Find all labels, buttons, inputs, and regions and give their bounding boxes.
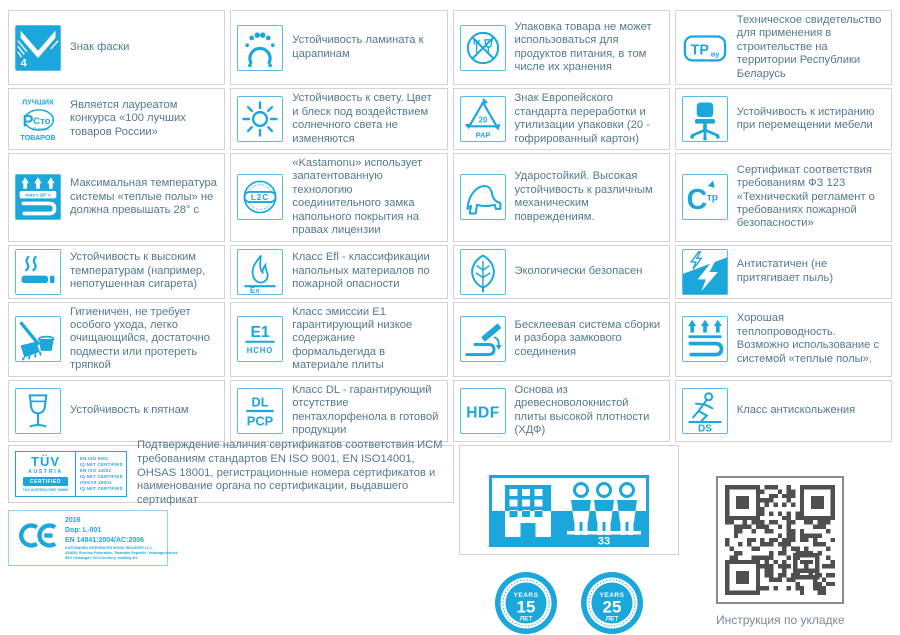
tuv-standard-line: IQ NET CERTIFIED xyxy=(80,486,123,491)
cert-cell-text: Упаковка товара не может использоваться для продуктов питания, в том числе их хранения xyxy=(514,20,652,74)
usage-class-column xyxy=(459,445,679,635)
warranty-badge-15 xyxy=(494,571,558,635)
ce-company-lines xyxy=(65,546,178,561)
cert-cell-text: Устойчивость к высоким температурам (например, непотушенная сигарета) xyxy=(70,251,206,291)
cert-cell-text: Хорошая теплопроводность. Возможно использование с системой «теплые полы». xyxy=(736,312,880,365)
svg-text:YEARS: YEARS xyxy=(513,591,539,599)
svg-text:4: 4 xyxy=(20,56,27,69)
tuv-standards-list xyxy=(76,452,126,496)
svg-text:L2C: L2C xyxy=(251,193,270,203)
cert-cell-text: Техническое свидетельство для применения в строительстве на территории Республики Беларусь xyxy=(736,14,882,80)
tuv-standard-line: EN ISO 9001 xyxy=(80,456,109,461)
cert-cell-text: Является лауреатом конкурса «100 лучших товаров России» xyxy=(70,98,186,138)
cert-cell-text: Класс Efl - классификации напольных материалов по пожарной опасности xyxy=(292,251,430,291)
ds-slip-icon xyxy=(682,388,728,434)
svg-text:Сто: Сто xyxy=(33,115,51,127)
svg-text:тр: тр xyxy=(706,192,718,204)
warranty-badges xyxy=(494,571,644,635)
tuv-standard-line: IQ NET CERTIFIED xyxy=(80,474,123,479)
cert-cell xyxy=(675,153,892,242)
warm-floor-max-icon xyxy=(15,174,61,220)
cert-cell xyxy=(8,302,225,377)
svg-text:ТР: ТР xyxy=(690,42,709,59)
chair-icon xyxy=(682,96,728,142)
certificates-column xyxy=(8,439,454,635)
best-100-icon xyxy=(15,96,61,142)
cert-cell xyxy=(675,10,892,85)
no-food-icon xyxy=(460,25,506,71)
svg-text:ЛЕТ: ЛЕТ xyxy=(605,615,619,622)
cert-cell xyxy=(453,380,670,442)
cert-cell xyxy=(8,10,225,85)
tuv-standard-line: EN ISO 14001 xyxy=(80,468,112,473)
sun-icon xyxy=(237,96,283,142)
svg-text:DS: DS xyxy=(697,423,712,435)
cert-cell-text: Основа из древесноволокнистой плиты высокой плотности (ХДФ) xyxy=(514,383,650,437)
svg-text:15: 15 xyxy=(516,597,536,616)
svg-text:ЛЕТ: ЛЕТ xyxy=(519,615,533,622)
cert-cell-text: Экологически безопасен xyxy=(514,264,643,277)
cert-cell xyxy=(453,245,670,299)
svg-text:YEARS: YEARS xyxy=(599,591,625,599)
ce-year: 2016 xyxy=(65,516,81,524)
warranty-badge-25 xyxy=(580,571,644,635)
bottom-section xyxy=(8,439,892,635)
cert-cell-text: Ударостойкий. Высокая устойчивость к различным механическим повреждениям. xyxy=(514,170,653,223)
ce-company-line: SEZ «Alabuga», Sh-2 territory, building 5/1 xyxy=(65,555,138,560)
cert-cell-text: Класс антискольжения xyxy=(736,403,856,416)
ctp-icon xyxy=(682,174,728,220)
svg-text:fl: fl xyxy=(256,288,260,295)
cert-cell-text: «Kastamonu» использует запатентованную технологию соединительного замка напольного покрытия на правах лицензии xyxy=(292,156,423,237)
cert-cell xyxy=(8,380,225,442)
cert-cell xyxy=(453,153,670,242)
svg-text:max t 28° c: max t 28° c xyxy=(25,193,51,199)
cert-cell xyxy=(8,153,225,242)
chamfer-icon xyxy=(15,25,61,71)
cert-cell xyxy=(675,88,892,150)
ce-dop: Dop: L-001 xyxy=(65,526,102,534)
heel-icon xyxy=(460,174,506,220)
e1-icon xyxy=(237,316,283,362)
cert-cell-text: Антистатичен (не притягивает пыль) xyxy=(736,258,834,284)
certification-grid xyxy=(8,10,892,442)
antistatic-icon xyxy=(682,249,728,295)
cert-cell-text: Сертификат соответствия требованиям ФЗ 123 «Технический регламент о требованиях пожарной безопасности» xyxy=(736,163,875,230)
tuv-certified-badge: CERTIFIED xyxy=(23,477,68,486)
cert-cell-text: Устойчивость ламината к царапинам xyxy=(292,34,424,60)
svg-text:ву: ву xyxy=(710,49,720,59)
tuv-standard-line: IQ NET CERTIFIED xyxy=(80,462,123,467)
cert-cell-text: Класс DL - гарантирующий отсутствие пентахлорфенола в готовой продукции xyxy=(292,383,439,437)
tuv-description: Подтверждение наличия сертификатов соответствия ИСМ требованиям стандартов EN ISO 9001, EN ISO14001, OHSAS 18001, регистрационные номера сертификатов и наименование органа по сертификации, выдавшего сертификат xyxy=(137,439,443,506)
qr-caption: Инструкция по укладке xyxy=(716,612,845,627)
svg-text:PAP: PAP xyxy=(475,130,490,140)
cert-cell-text: Гигиеничен, не требует особого ухода, легко очищающийся, достаточно подмести или протереть тряпкой xyxy=(70,305,210,372)
cert-cell xyxy=(675,245,892,299)
usage-class-33-badge xyxy=(489,475,649,547)
cert-cell xyxy=(230,88,447,150)
recycle-pap-icon xyxy=(460,96,506,142)
cert-cell xyxy=(230,245,447,299)
l2c-icon xyxy=(237,174,283,220)
tuv-austria-logo xyxy=(15,451,127,497)
cert-cell-text: Знак Европейского стандарта переработки и утилизации упаковки (20 - гофрированный картон) xyxy=(514,92,650,145)
ce-mark-icon xyxy=(16,516,56,549)
cert-cell xyxy=(453,302,670,377)
cert-cell xyxy=(8,245,225,299)
svg-text:С: С xyxy=(686,184,707,217)
svg-text:20: 20 xyxy=(478,115,487,125)
cert-cell xyxy=(675,380,892,442)
wine-glass-icon xyxy=(15,388,61,434)
mop-icon xyxy=(15,316,61,362)
cert-cell-text: Класс эмиссии Е1 гарантирующий низкое содержание формальдегида в материале плиты xyxy=(292,305,413,372)
svg-text:России: России xyxy=(32,127,49,133)
cert-cell xyxy=(230,380,447,442)
cert-cell-text: Знак фаски xyxy=(70,40,130,53)
cigarette-icon xyxy=(15,249,61,295)
svg-text:25: 25 xyxy=(602,597,622,616)
leaf-icon xyxy=(460,249,506,295)
svg-text:33: 33 xyxy=(597,535,611,547)
cert-cell-text: Устойчивость к истиранию при перемещении мебели xyxy=(736,105,875,132)
svg-text:Р: Р xyxy=(22,112,34,131)
ce-company-line: 423600, Russian Federation, Tatarstan Republic, Yelabuga district, xyxy=(65,550,179,555)
cert-cell-text: Максимальная температура системы «теплые полы» не должна превышать 28° с xyxy=(70,177,217,216)
cert-cell xyxy=(453,88,670,150)
svg-text:E: E xyxy=(250,285,256,295)
svg-text:HDF: HDF xyxy=(465,404,500,422)
svg-text:DL: DL xyxy=(251,394,269,410)
usage-class-cell xyxy=(459,445,679,555)
flame-efl-icon xyxy=(237,249,283,295)
ce-standard: EN 14041:2004/AC:2006 xyxy=(65,536,144,544)
dl-pcp-icon xyxy=(237,388,283,434)
cert-cell xyxy=(8,88,225,150)
tp-by-icon xyxy=(682,25,728,71)
warm-floor-good-icon xyxy=(682,316,728,362)
tuv-logo-left xyxy=(16,452,76,496)
cert-cell xyxy=(675,302,892,377)
svg-text:HCHO: HCHO xyxy=(246,345,274,355)
cert-cell xyxy=(453,10,670,85)
cert-cell-text: Устойчивость к пятнам xyxy=(70,403,189,416)
svg-text:ЛУЧШИХ: ЛУЧШИХ xyxy=(22,98,54,107)
svg-text:ТОВАРОВ: ТОВАРОВ xyxy=(20,134,56,143)
paw-icon xyxy=(237,25,283,71)
qr-column xyxy=(684,445,892,635)
cert-cell xyxy=(230,10,447,85)
cert-cell-text: Устойчивость к свету. Цвет и блеск под воздействием солнечного света не изменяются xyxy=(292,92,432,145)
tuv-brand: TÜV xyxy=(31,454,60,469)
cert-cell-text: Бесклеевая система сборки и разбора замкового соединения xyxy=(514,319,661,358)
cert-cell xyxy=(230,302,447,377)
cert-cell xyxy=(230,153,447,242)
ce-info xyxy=(65,516,178,561)
tuv-region: AUSTRIA xyxy=(28,469,63,475)
hdf-icon xyxy=(460,388,506,434)
svg-text:PCP: PCP xyxy=(247,413,274,429)
tuv-subline: TÜV AUSTRIA CERT GMBH xyxy=(22,488,69,492)
click-lock-icon xyxy=(460,316,506,362)
svg-text:E1: E1 xyxy=(250,324,270,342)
tuv-certification-block xyxy=(8,439,454,506)
qr-code xyxy=(716,476,844,604)
ce-company-line: KASTAMONU INTEGRATED WOOD INDUSTRY LLC xyxy=(65,545,152,550)
tuv-standard-line: OHSAS 18001 xyxy=(80,480,112,485)
ce-mark-block xyxy=(8,510,179,567)
